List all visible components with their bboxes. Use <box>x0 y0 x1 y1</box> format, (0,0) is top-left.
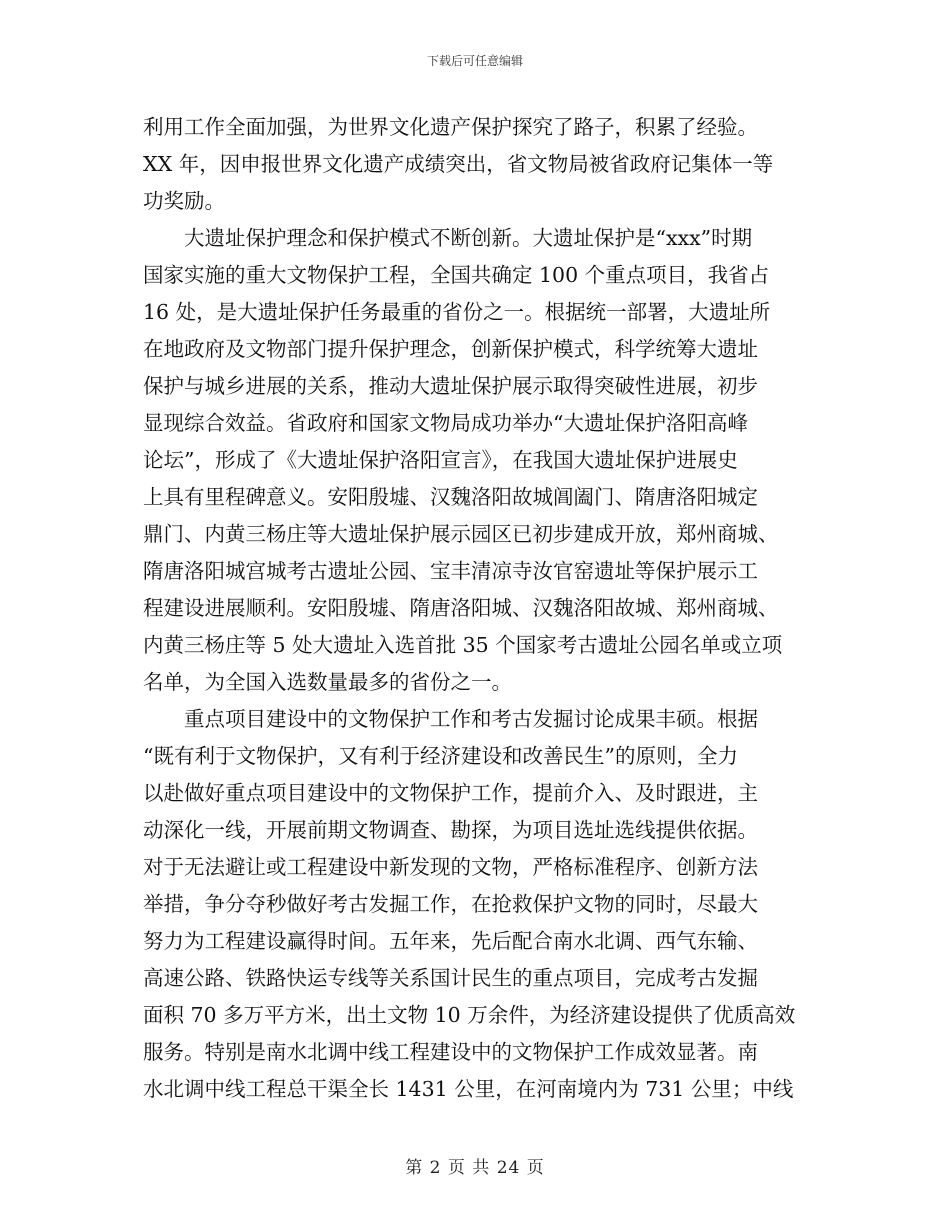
page-number: 第 2 页 共 24 页 <box>405 1158 545 1178</box>
text-line: 高速公路、铁路快运专线等关系国计民生的重点项目，完成考古发掘 <box>143 966 758 990</box>
text-line: 对于无法避让或工程建设中新发现的文物，严格标准程序、创新方法 <box>143 855 758 879</box>
text-line: 面积 70 多万平方米，出土文物 10 万余件，为经济建设提供了优质高效 <box>143 1003 796 1027</box>
text-line: 显现综合效益。省政府和国家文物局成功举办“大遗址保护洛阳高峰 <box>143 411 748 435</box>
text-line: 大遗址保护理念和保护模式不断创新。大遗址保护是“xxx”时期 <box>143 226 753 250</box>
text-line: 以赴做好重点项目建设中的文物保护工作，提前介入、及时跟进，主 <box>143 781 758 805</box>
text-line: 上具有里程碑意义。安阳殷墟、汉魏洛阳故城阊阖门、隋唐洛阳城定 <box>143 485 758 509</box>
text-line: 举措，争分夺秒做好考古发掘工作，在抢救保护文物的同时，尽最大 <box>143 892 758 916</box>
text-line: 保护与城乡进展的关系，推动大遗址保护展示取得突破性进展，初步 <box>143 374 758 398</box>
text-line: 名单，为全国入选数量最多的省份之一。 <box>143 670 512 694</box>
text-line: 16 处，是大遗址保护任务最重的省份之一。根据统一部署，大遗址所 <box>143 300 771 324</box>
text-line: 隋唐洛阳城宫城考古遗址公园、宝丰清凉寺汝官窑遗址等保护展示工 <box>143 559 758 583</box>
text-line: “既有利于文物保护，又有利于经济建设和改善民生”的原则，全力 <box>143 744 738 768</box>
text-line: 功奖励。 <box>143 189 225 213</box>
text-line: 在地政府及文物部门提升保护理念，创新保护模式，科学统筹大遗址 <box>143 337 758 361</box>
text-line: XX 年，因申报世界文化遗产成绩突出，省文物局被省政府记集体一等 <box>143 152 774 176</box>
text-line: 努力为工程建设赢得时间。五年来，先后配合南水北调、西气东输、 <box>143 929 758 953</box>
text-line: 重点项目建设中的文物保护工作和考古发掘讨论成果丰硕。根据 <box>143 707 758 731</box>
text-line: 服务。特别是南水北调中线工程建设中的文物保护工作成效显著。南 <box>143 1040 758 1064</box>
text-line: 水北调中线工程总干渠全长 1431 公里，在河南境内为 731 公里；中线 <box>143 1077 794 1101</box>
text-line: 国家实施的重大文物保护工程，全国共确定 100 个重点项目，我省占 <box>143 263 770 287</box>
text-line: 动深化一线，开展前期文物调查、勘探，为项目选址选线提供依据。 <box>143 818 758 842</box>
page-header-note: 下载后可任意编辑 <box>426 54 523 68</box>
text-line: 利用工作全面加强，为世界文化遗产保护探究了路子，积累了经验。 <box>143 115 758 139</box>
document-body <box>143 109 809 1108</box>
text-line: 程建设进展顺利。安阳殷墟、隋唐洛阳城、汉魏洛阳故城、郑州商城、 <box>143 596 779 620</box>
text-line: 鼎门、内黄三杨庄等大遗址保护展示园区已初步建成开放，郑州商城、 <box>143 522 779 546</box>
text-line: 内黄三杨庄等 5 处大遗址入选首批 35 个国家考古遗址公园名单或立项 <box>143 633 783 657</box>
text-line: 论坛”，形成了《大遗址保护洛阳宣言》，在我国大遗址保护进展史 <box>143 448 738 472</box>
